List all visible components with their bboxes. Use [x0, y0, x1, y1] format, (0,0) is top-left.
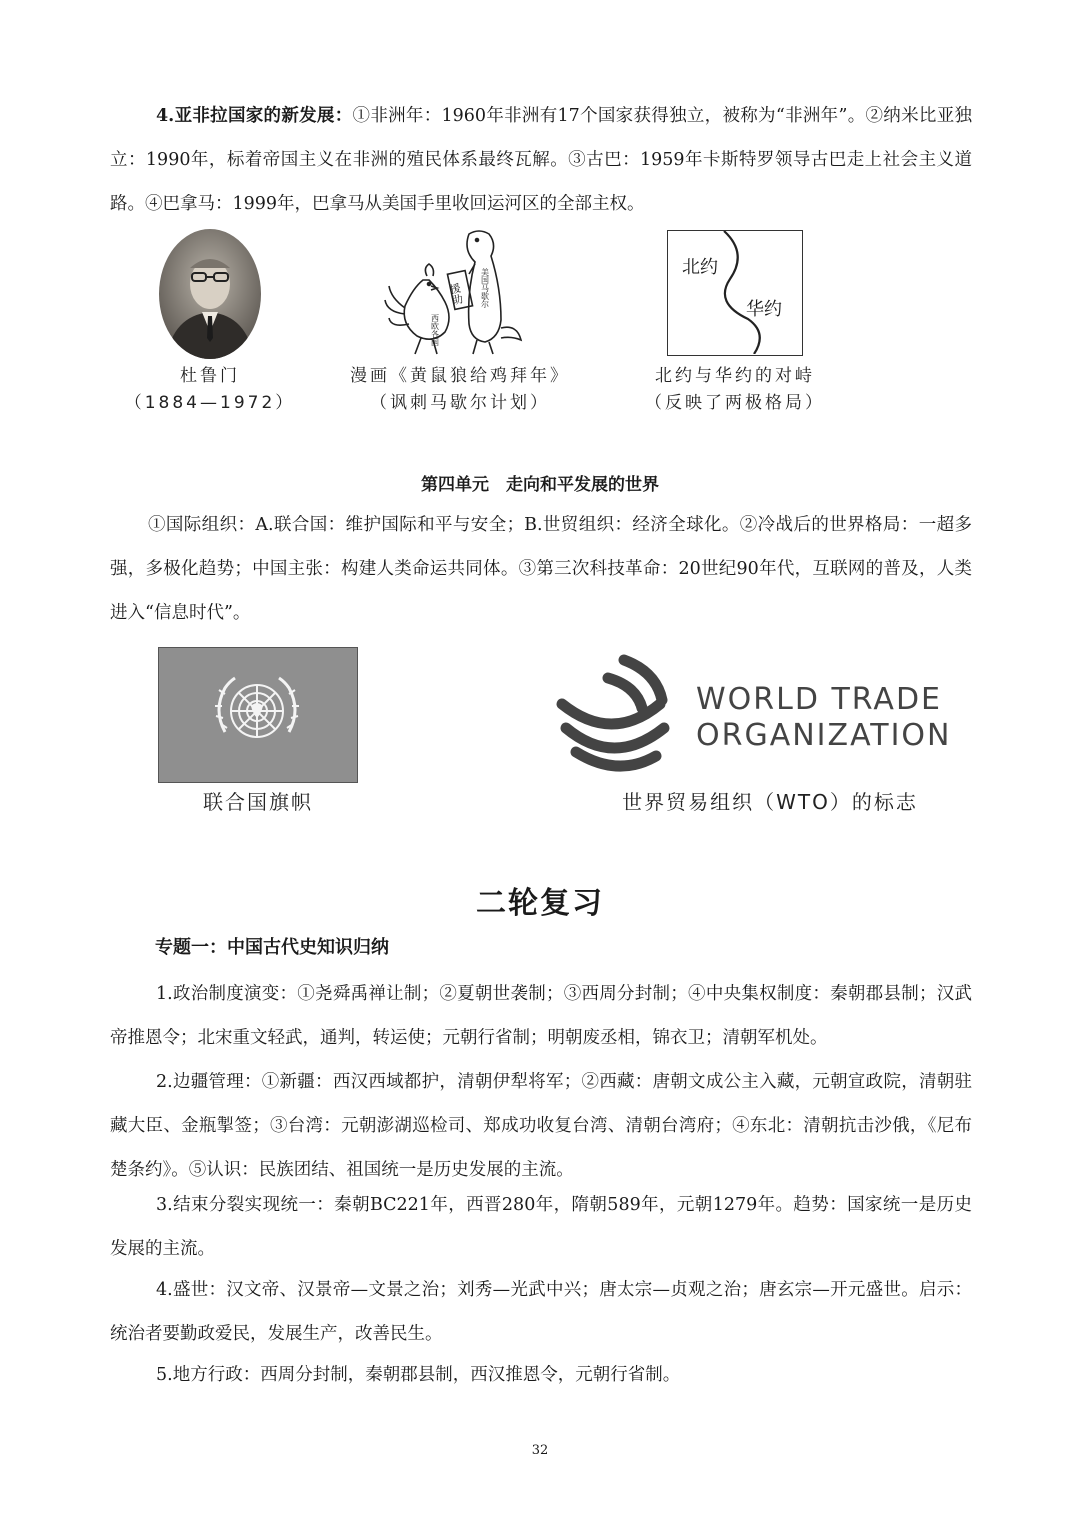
figure-caption-truman — [110, 363, 310, 417]
cartoon-aid-tag: 援助 — [447, 281, 465, 307]
map-label-nato: 北约 — [682, 257, 718, 278]
wto-logo — [552, 652, 962, 778]
truman-portrait — [158, 228, 262, 360]
topic-heading: 专题一：中国古代史知识归纳 — [155, 937, 389, 958]
caption-text: 杜鲁门 — [180, 366, 240, 386]
review-item-1: 1.政治制度演变：①尧舜禹禅让制；②夏朝世袭制；③西周分封制；④中央集权制度：秦朝郡县制；汉武帝推恩令；北宋重文轻武，通判，转运使；元朝行省制；明朝废丞相，锦衣卫；清朝军机处。 — [110, 984, 972, 1048]
review-title: 二轮复习 — [476, 886, 604, 921]
figure-caption-wto: 世界贸易组织（WTO）的标志 — [622, 790, 918, 814]
section4-body: ①非洲年：1960年非洲有17个国家获得独立，被称为“非洲年”。②纳米比亚独立：1990年，标着帝国主义在非洲的殖民体系最终瓦解。③古巴：1959年卡斯特罗领导古巴走上社会主义道路。④巴拿马：1999年，巴拿马从美国手里收回运河区的全部主权。 — [110, 106, 972, 214]
figure-caption-un-flag: 联合国旗帜 — [203, 790, 313, 814]
figure-caption-cartoon — [345, 363, 575, 417]
wto-logo-line2: ORGANIZATION — [696, 718, 952, 753]
page-number: 32 — [531, 1443, 549, 1458]
unit4-paragraph: ①国际组织：A.联合国：维护国际和平与安全；B.世贸组织：经济全球化。②冷战后的世界格局：一超多强，多极化趋势；中国主张：构建人类命运共同体。③第三次科技革命：20世纪90年代，互联网的普及，人类进入“信息时代”。 — [110, 515, 972, 623]
cartoon-weasel-label: 美国马歇尔 — [480, 268, 490, 308]
un-flag — [158, 647, 358, 783]
wto-swoosh-icon — [552, 652, 682, 778]
un-emblem-icon — [159, 648, 356, 781]
nato-warsaw-map — [667, 230, 803, 356]
wto-logo-line1: WORLD TRADE — [696, 682, 943, 717]
figure-caption-map — [620, 363, 850, 417]
review-item-2: 2.边疆管理：①新疆：西汉西域都护，清朝伊犁将军；②西藏：唐朝文成公主入藏，元朝宣政院，清朝驻藏大臣、金瓶掣签；③台湾：元朝澎湖巡检司、郑成功收复台湾、清朝台湾府；④东北：清朝抗击沙俄，《尼布楚条约》。⑤认识：民族团结、祖国统一是历史发展的主流。 — [110, 1072, 972, 1180]
caption-text: 漫画《黄鼠狼给鸡拜年》 — [350, 366, 570, 386]
caption-subtext: （反映了两极格局） — [645, 393, 825, 413]
caption-text: 北约与华约的对峙 — [655, 366, 815, 386]
review-item-4: 4.盛世：汉文帝、汉景帝—文景之治；刘秀—光武中兴；唐太宗—贞观之治；唐玄宗—开元盛世。启示：统治者要勤政爱民，发展生产，改善民生。 — [110, 1280, 972, 1344]
section4-paragraph — [110, 94, 972, 226]
cartoon-chicken-label: 西欧各国 — [430, 314, 440, 346]
review-item-3: 3.结束分裂实现统一：秦朝BC221年，西晋280年，隋朝589年，元朝1279年。趋势：国家统一是历史发展的主流。 — [110, 1195, 972, 1259]
unit4-heading: 第四单元 走向和平发展的世界 — [421, 475, 659, 495]
review-item-5: 5.地方行政：西周分封制，秦朝郡县制，西汉推恩令，元朝行省制。 — [156, 1365, 681, 1385]
section4-title: 4.亚非拉国家的新发展： — [156, 106, 353, 126]
map-label-warsaw: 华约 — [746, 299, 782, 320]
caption-subtext: （讽刺马歇尔计划） — [370, 393, 550, 413]
caption-subtext: （1884—1972） — [124, 393, 296, 413]
cartoon-illustration — [383, 228, 525, 360]
